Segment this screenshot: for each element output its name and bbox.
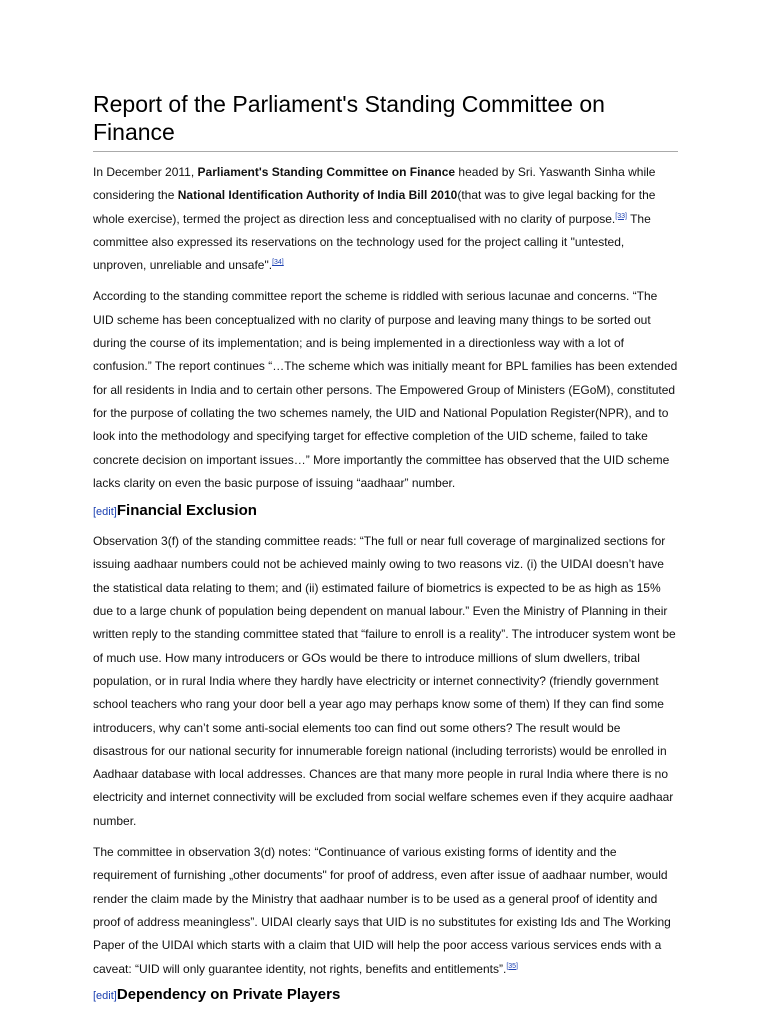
section-heading-financial-exclusion bbox=[93, 501, 678, 522]
intro-text-3: (that was to give legal backing for the whole exercise), termed the project as direction less and conceptualised with no clarity of purpose. bbox=[93, 188, 656, 226]
intro-text-4: The committee also expressed its reservations on the technology used for the project calling it "untested, unproven, unreliable and unsafe". bbox=[93, 211, 651, 273]
intro-bold-bill: National Identification Authority of India Bill 2010 bbox=[177, 188, 458, 203]
section-heading-dependency bbox=[93, 985, 678, 1006]
paragraph-standing-committee: According to the standing committee report the scheme is riddled with serious lacunae and concerns. “The UID scheme has been conceptualized with no clarity of purpose and leaving many things to be sorted out during the course of its implementation; and is being implemented in a directionless way with a lot of confusion.” The report continues “…The scheme which was initially meant for BPL families has been extended for all residents in India and to certain other persons. The Empowered Group of Ministers (EGoM), constituted for the purpose of collating the two schemes namely, the UID and National Population Register(NPR), and to look into the methodology and specifying target for effective completion of the UID scheme, failed to take concrete decision on important issues…” More importantly the committee has observed that the UID scheme lacks clarity on even the basic purpose of issuing “aadhaar” number. bbox=[93, 289, 678, 490]
section-title: Dependency on Private Players bbox=[116, 985, 341, 1003]
reference-link-33[interactable]: [33] bbox=[615, 212, 627, 220]
observation-3d-text: The committee in observation 3(d) notes: “Continuance of various existing forms of identity and the requirement of furnishing „other documents" for proof of address, even after issue of aadhaar number, would render the claim made by the Ministry that aadhaar number is to be used as a general proof of identity and proof of address meaningless”. UIDAI clearly says that UID is no substitutes for existing Ids and The Working Paper of the UIDAI which starts with a claim that UID will help the poor access various services ends with a caveat: “UID will only guarantee identity, not rights, benefits and entitlements”. bbox=[93, 845, 671, 976]
paragraph-observation-3d bbox=[93, 841, 678, 981]
intro-bold-committee: Parliament's Standing Committee on Finance bbox=[197, 165, 456, 179]
reference-link-35[interactable]: [35] bbox=[506, 962, 519, 970]
page-title: Report of the Parliament's Standing Committee on Finance bbox=[93, 90, 678, 152]
intro-text-2: headed by Sri. Yaswanth Sinha while considering the bbox=[93, 165, 656, 203]
reference-link-34[interactable]: [34] bbox=[272, 259, 284, 267]
edit-link[interactable]: [edit] bbox=[93, 989, 117, 1002]
paragraph-intro bbox=[93, 161, 678, 277]
document-page bbox=[93, 90, 678, 1006]
paragraph-observation-3f: Observation 3(f) of the standing committee reads: “The full or near full coverage of marginalized sections for issuing aadhaar numbers could not be achieved mainly owing to two reasons viz. (i) the UIDAI doesn’t have the statistical data relating to them; and (ii) estimated failure of biometrics is expected to be as high as 15% due to a large chunk of population being dependent on manual labour.” Even the Ministry of Planning in their written reply to the standing committee stated that “failure to enroll is a reality”. The introducer system wont be of much use. How many introducers or GOs would be there to introduce millions of slum dwellers, tribal population, or in rural India where they hardly have electricity or internet connectivity? (friendly government school teachers who rang your door bell a year ago may perhaps know some of them) If they can find some introducers, why can’t some anti-social elements too can find out some others? The result would be disastrous for our national security for innumerable foreign national (including terrorists) would be enrolled in Aadhaar database with local addresses. Chances are that many more people in rural India where there is no electricity and internet connectivity will be excluded from social welfare schemes even if they acquire aadhaar number. bbox=[93, 534, 676, 828]
section-title: Financial Exclusion bbox=[116, 502, 257, 520]
intro-text-1: In December 2011, bbox=[93, 165, 198, 179]
edit-link[interactable]: [edit] bbox=[93, 506, 117, 519]
